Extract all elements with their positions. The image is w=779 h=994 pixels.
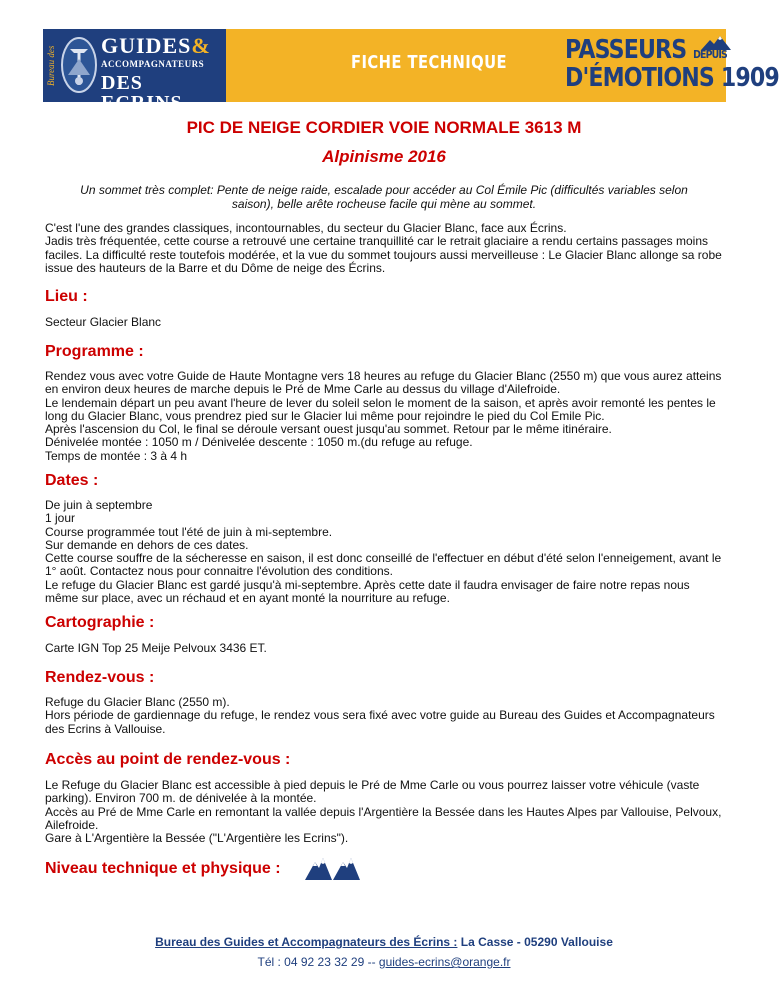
acces-block <box>45 779 725 845</box>
logo-guides: GUIDES <box>101 33 192 58</box>
intro-text: Un sommet très complet: Pente de neige raide, escalade pour accéder au Col Émile Pic (difficultés variables selon saison), belle arête rocheuse facile qui mène au sommet. <box>80 183 688 211</box>
logo-wordmark <box>101 35 225 113</box>
footer-email-link[interactable]: guides-ecrins@orange.fr <box>378 955 511 969</box>
ice-axe-emblem-icon <box>60 35 98 95</box>
dates-line: Course programmée tout l'été de juin à mi-septembre. <box>45 524 333 539</box>
mountain-icon <box>333 858 360 880</box>
header-banner <box>43 29 779 114</box>
mountain-icon <box>305 858 332 880</box>
footer-org-link[interactable]: Bureau des Guides et Accompagnateurs des Écrins : <box>155 935 458 949</box>
section-heading-programme: Programme : <box>45 343 144 360</box>
section-heading-dates: Dates : <box>45 472 99 489</box>
dates-block <box>45 499 725 605</box>
lieu-block <box>45 316 725 329</box>
rendezvous-block <box>45 696 725 736</box>
logo-side-text: Bureau des <box>46 45 56 87</box>
logo-accompagnateurs: ACCOMPAGNATEURS <box>101 59 205 69</box>
dates-line: De juin à septembre <box>45 498 153 512</box>
dates-line: 1 jour <box>45 511 76 526</box>
programme-line: Dénivelée montée : 1050 m / Dénivelée descente : 1050 m.(du refuge au refuge. <box>45 435 473 450</box>
cartographie-line: Carte IGN Top 25 Meije Pelvoux 3436 ET. <box>45 641 267 655</box>
description-block <box>45 222 725 275</box>
section-heading-cartographie: Cartographie : <box>45 614 155 631</box>
acces-line: Gare à L'Argentière la Bessée ("L'Argentière les Ecrins"). <box>45 831 349 846</box>
rendezvous-line: Refuge du Glacier Blanc (2550 m). <box>45 695 230 709</box>
dates-line: Cette course souffre de la sécheresse en saison, il est donc conseillé de l'effectuer en début d'été selon l'enneigement, avant le 1° août. Contactez nous pour connaitre l'évolution des conditions. <box>45 551 722 579</box>
year-word: 1909 <box>720 63 779 93</box>
logo-ampersand: & <box>191 33 210 58</box>
description-paragraph: Jadis très fréquentée, cette course a retrouvé une certaine tranquillité car le retrait glaciaire a rendu certains passages moins faciles. La difficulté reste toutefois modérée, et la vue du sommet toujours aussi merveilleuse : Le Glacier Blanc allonge sa robe issue des hauteurs de la Barre et du Dôme de neige des Écrins. <box>45 234 722 275</box>
programme-block <box>45 370 725 463</box>
footer-org <box>0 935 768 949</box>
passeurs-word: PASSEURS <box>565 35 687 65</box>
guides-logo <box>43 29 226 114</box>
page-title: PIC DE NEIGE CORDIER VOIE NORMALE 3613 M <box>186 118 582 137</box>
footer-phone: Tél : 04 92 23 32 29 -- <box>257 955 379 969</box>
emotions-word: D'ÉMOTIONS <box>565 63 714 93</box>
depuis-word: DEPUIS <box>693 48 727 61</box>
section-heading-rendezvous: Rendez-vous : <box>45 669 155 686</box>
description-paragraph: C'est l'une des grandes classiques, incontournables, du secteur du Glacier Blanc, face aux Écrins. <box>45 221 567 235</box>
section-heading-niveau: Niveau technique et physique : <box>45 860 281 877</box>
acces-line: Accès au Pré de Mme Carle en remontant la vallée depuis l'Argentière la Bessée dans les Hautes Alpes par Vallouise, Pelvoux, Ailefroide. <box>45 804 722 832</box>
programme-line: Le lendemain départ un peu avant l'heure de lever du soleil selon le moment de la saison, et après avoir remonté les pentes le long du Glacier Blanc, vous prendrez pied sur le Glacier lui même pour rejoindre le pied du Col Emile Pic. <box>45 395 716 423</box>
page-subtitle: Alpinisme 2016 <box>322 147 446 166</box>
programme-line: Après l'ascension du Col, le final se déroule versant ouest jusqu'au sommet. Retour par le même itinéraire. <box>45 422 612 437</box>
rendezvous-line: Hors période de gardiennage du refuge, le rendez vous sera fixé avec votre guide au Bureau des Guides et Accompagnateurs des Ecrins à Vallouise. <box>45 708 715 736</box>
fiche-technique-label: FICHE TECHNIQUE <box>351 52 507 73</box>
passeurs-logo <box>565 35 779 93</box>
lieu-line: Secteur Glacier Blanc <box>45 315 162 329</box>
footer-contact <box>0 955 768 969</box>
programme-line: Rendez vous avec votre Guide de Haute Montagne vers 18 heures au refuge du Glacier Blanc (2550 m) que vous aurez atteins en environ deux heures de marche depuis le Pré de Mme Carle au dessus du village d'Ailefroide. <box>45 369 722 397</box>
acces-line: Le Refuge du Glacier Blanc est accessible à pied depuis le Pré de Mme Carle ou vous pourrez laisser votre véhicule (vaste parking). Environ 700 m. de dénivelée à la montée. <box>45 778 700 806</box>
footer-address: La Casse - 05290 Vallouise <box>457 935 613 949</box>
dates-line: Sur demande en dehors de ces dates. <box>45 537 249 552</box>
programme-line: Temps de montée : 3 à 4 h <box>45 448 188 463</box>
section-heading-acces: Accès au point de rendez-vous : <box>45 751 291 768</box>
difficulty-icons <box>305 856 361 880</box>
cartographie-block <box>45 642 725 655</box>
dates-line: Le refuge du Glacier Blanc est gardé jusqu'à mi-septembre. Après cette date il faudra envisager de faire notre repas nous même sur place, avec un réchaud et en ayant monté la nourriture au refuge. <box>45 577 690 606</box>
section-heading-lieu: Lieu : <box>45 288 88 305</box>
logo-des-ecrins: DES ECRINS <box>101 72 183 114</box>
